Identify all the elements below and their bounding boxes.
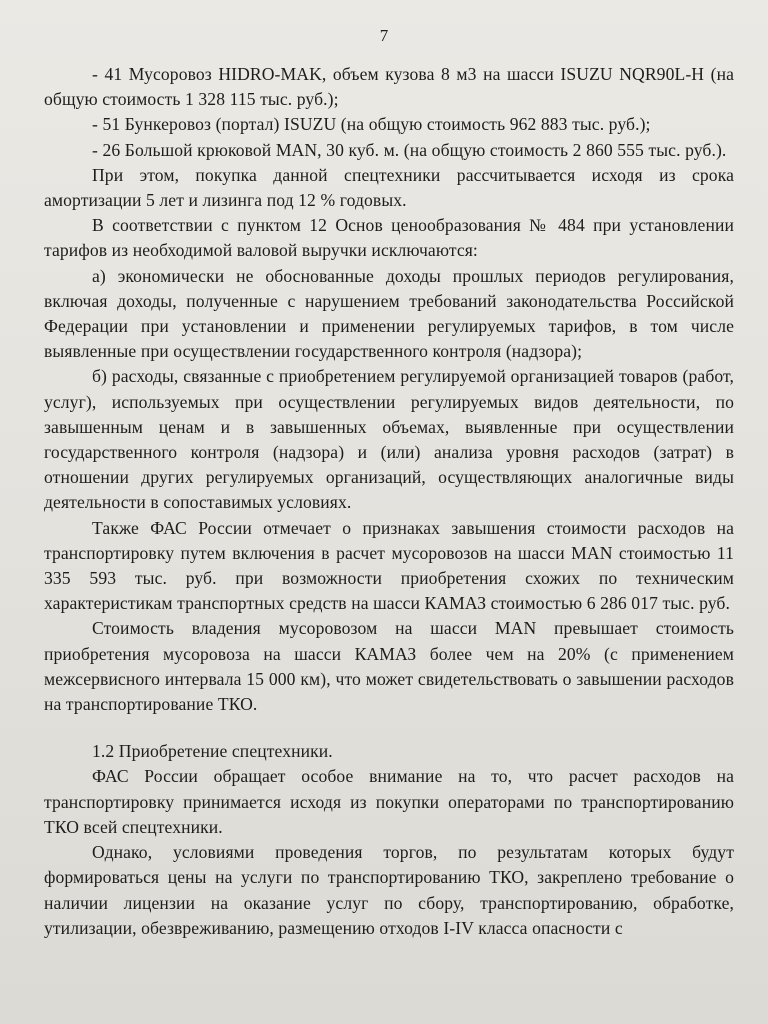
paragraph-pricing-basis: В соответствии с пунктом 12 Основ ценообразования № 484 при установлении тарифов из необходимой валовой выручки исключаются: xyxy=(44,215,734,261)
paragraph-fas-overpricing: Также ФАС России отмечает о признаках завышения стоимости расходов на транспортировку путем включения в расчет мусоровозов на шасси MAN стоимостью 11 335 593 тыс. руб. при возможности приобретения схожих по техническим характеристикам транспортных средств на шасси КАМАЗ стоимостью 6 286 017 тыс. руб. xyxy=(44,517,734,614)
paragraph-item-b: б) расходы, связанные с приобретением регулируемой организацией товаров (работ, услуг), используемых при осуществлении регулируемых видов деятельности, по завышенным ценам и в завышенных объемах, выявленные при осуществлении государственного контроля (надзора) и (или) анализа уровня расходов (затрат) в отношении других регулируемых организаций, осуществляющих аналогичные виды деятельности в сопоставимых условиях. xyxy=(44,366,734,513)
section-heading-1-2: 1.2 Приобретение спецтехники. xyxy=(92,741,333,762)
list-item-garbage-truck-hidro-mak: - 41 Мусоровоз HIDRO-MAK, объем кузова 8 м3 на шасси ISUZU NQR90L-H (на общую стоимость 1 328 115 тыс. руб.); xyxy=(44,64,734,110)
page-number: 7 xyxy=(379,26,389,45)
list-item-bunker-truck-isuzu: - 51 Бункеровоз (портал) ISUZU (на общую стоимость 962 883 тыс. руб.); xyxy=(92,114,651,135)
paragraph-fas-attention: ФАС России обращает особое внимание на то, что расчет расходов на транспортировку принимается исходя из покупки операторами по транспортированию ТКО всей спецтехники. xyxy=(44,766,734,837)
paragraph-ownership-cost: Стоимость владения мусоровозом на шасси MAN превышает стоимость приобретения мусоровоза на шасси КАМАЗ более чем на 20% (с применением межсервисного интервала 15 000 км), что может свидетельствовать о завышении расходов на транспортирование ТКО. xyxy=(44,618,734,715)
paragraph-tender-conditions: Однако, условиями проведения торгов, по результатам которых будут формироваться цены на услуги по транспортированию ТКО, закреплено требование о наличии лицензии на оказание услуг по сбору, транспортированию, обработке, утилизации, обезвреживанию, размещению отходов I-IV класса опасности с xyxy=(44,842,734,938)
paragraph-item-a: а) экономически не обоснованные доходы прошлых периодов регулирования, включая доходы, полученные с нарушением требований законодательства Российской Федерации при установлении и применении регулируемых тарифов, в том числе выявленные при осуществлении государственного контроля (надзора); xyxy=(44,265,734,362)
paragraph-amortization: При этом, покупка данной спецтехники рассчитывается исходя из срока амортизации 5 лет и лизинга под 12 % годовых. xyxy=(44,164,734,211)
section-spacer xyxy=(44,717,734,739)
document-body xyxy=(44,62,734,941)
list-item-hook-truck-man: - 26 Большой крюковой MAN, 30 куб. м. (на общую стоимость 2 860 555 тыс. руб.). xyxy=(92,139,727,160)
